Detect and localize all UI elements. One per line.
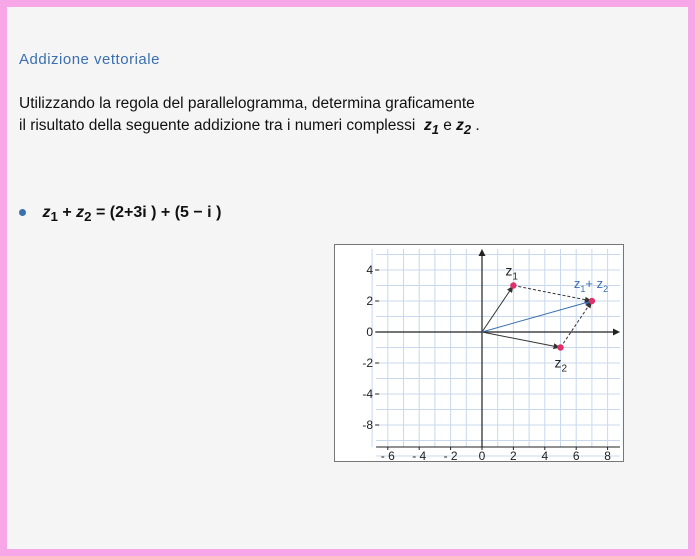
- y-tick-label: 2: [366, 294, 374, 308]
- bullet-expression: [19, 204, 221, 224]
- y-tick-label: 0: [366, 325, 374, 339]
- x-tick-label: 8: [604, 449, 611, 461]
- instructions-line-2: [19, 115, 480, 141]
- z1-symbol: [423, 117, 439, 138]
- instructions-line-1: Utilizzando la regola del parallelogramma, determina graficamente: [19, 95, 475, 112]
- z1-letter: z: [423, 117, 432, 134]
- conjunction: e: [443, 117, 452, 134]
- bullet-icon: [19, 209, 26, 216]
- expr-z2-subscript: 2: [84, 209, 92, 225]
- instructions: [19, 93, 480, 141]
- x-tick-label: 2: [510, 449, 517, 461]
- z2-letter: z: [456, 117, 464, 134]
- expr-z2-letter: z: [76, 204, 85, 221]
- chart-svg: [335, 245, 623, 461]
- complex-plane-chart: [334, 244, 624, 462]
- label-z1+z2: [574, 276, 608, 294]
- expr-z1-letter: z: [42, 204, 51, 221]
- z2-subscript: 2: [463, 122, 472, 138]
- y-tick-label: 4: [366, 263, 374, 277]
- y-tick-label: -2: [362, 356, 374, 370]
- label-z1: [505, 263, 518, 283]
- x-axis-arrow: [613, 329, 620, 336]
- label-letter: z: [505, 262, 513, 279]
- label-z2: [555, 355, 568, 375]
- point-z1+z2: [589, 298, 595, 304]
- x-tick-label: - 2: [443, 449, 458, 461]
- x-tick-label: 4: [541, 449, 549, 461]
- label-subscript: 1: [512, 271, 518, 283]
- y-tick-label: -8: [362, 418, 374, 432]
- x-tick-label: 6: [572, 449, 580, 461]
- label-subscript: 2: [561, 363, 568, 375]
- vector-z2: [482, 332, 561, 348]
- y-axis-arrow: [479, 249, 486, 256]
- x-tick-label: - 4: [412, 449, 427, 461]
- point-z2: [557, 344, 563, 350]
- y-tick-label: -4: [362, 387, 374, 401]
- z2-symbol: [456, 117, 472, 138]
- slide: [7, 7, 688, 549]
- label-plus-letter: + z: [585, 276, 604, 291]
- point-z1: [510, 282, 516, 288]
- z1-subscript: 1: [431, 122, 439, 138]
- sum-expression: [42, 204, 222, 225]
- expr-equals: =: [96, 204, 106, 221]
- instructions-line-2-text: il risultato della seguente addizione tra i numeri complessi: [19, 117, 416, 134]
- label-subscript-2: 2: [603, 284, 609, 294]
- expr-plus: +: [62, 204, 72, 221]
- expr-z1-subscript: 1: [50, 209, 58, 225]
- slide-title: Addizione vettoriale: [19, 51, 160, 68]
- x-tick-label: - 6: [380, 449, 395, 461]
- period: .: [475, 117, 480, 134]
- label-letter: z: [554, 354, 562, 371]
- x-tick-label: 0: [478, 449, 486, 461]
- expr-right-side: (2+3i ) + (5 − i ): [109, 204, 222, 221]
- label-subscript: 1: [580, 284, 586, 294]
- label-letter: z: [573, 276, 581, 291]
